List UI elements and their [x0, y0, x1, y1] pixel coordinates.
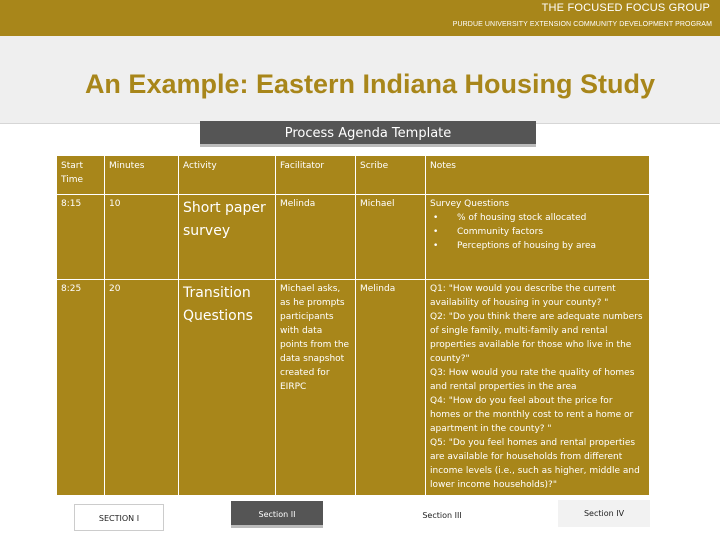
- cell-start-time: 8:15: [57, 195, 105, 280]
- cell-facilitator: Michael asks, as he prompts participants with data points from the data snapshot created for EIRPC: [276, 280, 356, 496]
- section-ii-link[interactable]: Section II: [231, 501, 323, 528]
- section-iv-link[interactable]: Section IV: [558, 500, 650, 527]
- cell-notes: [426, 280, 650, 496]
- cell-activity: Short paper survey: [179, 195, 276, 280]
- header-notes: Notes: [426, 156, 650, 195]
- table-row: [57, 280, 650, 496]
- notes-title: Survey Questions: [430, 199, 510, 209]
- table-header-row: [57, 156, 650, 195]
- brand-title: THE FOCUSED FOCUS GROUP: [541, 2, 710, 14]
- notes-q1: Q1: "How would you describe the current availability of housing in your county? ": [430, 284, 616, 308]
- notes-q5: Q5: "Do you feel homes and rental properties are available for households from different income levels (i.e., such as higher, middle and lower income households)?": [430, 438, 640, 490]
- program-subtitle: PURDUE UNIVERSITY EXTENSION COMMUNITY DEVELOPMENT PROGRAM: [452, 21, 712, 28]
- header-scribe: Scribe: [356, 156, 426, 195]
- section-iii-link[interactable]: Section III: [396, 502, 488, 529]
- table-row: [57, 195, 650, 280]
- cell-start-time: 8:25: [57, 280, 105, 496]
- header-facilitator: Facilitator: [276, 156, 356, 195]
- section-i-link[interactable]: SECTION I: [74, 504, 164, 531]
- list-item: • Perceptions of housing by area: [430, 239, 645, 253]
- cell-facilitator: Melinda: [276, 195, 356, 280]
- header-start-time: Start Time: [57, 156, 105, 195]
- agenda-table: [56, 155, 650, 496]
- cell-notes: [426, 195, 650, 280]
- cell-minutes: 20: [105, 280, 179, 496]
- notes-q2: Q2: "Do you think there are adequate numbers of single family, multi-family and rental properties available for those who live in the county?": [430, 312, 643, 364]
- agenda-template-label: Process Agenda Template: [200, 121, 536, 147]
- header-minutes: Minutes: [105, 156, 179, 195]
- notes-q3: Q3: How would you rate the quality of homes and rental properties in the area: [430, 368, 635, 392]
- notes-bullet-list: [430, 211, 645, 253]
- top-bar: [0, 0, 720, 36]
- cell-scribe: Melinda: [356, 280, 426, 496]
- cell-scribe: Michael: [356, 195, 426, 280]
- list-item: • % of housing stock allocated: [430, 211, 645, 225]
- slide-title: An Example: Eastern Indiana Housing Study: [84, 69, 656, 99]
- notes-q4: Q4: "How do you feel about the price for homes or the monthly cost to rent a home or apartment in the county? ": [430, 396, 634, 434]
- cell-minutes: 10: [105, 195, 179, 280]
- list-item: • Community factors: [430, 225, 645, 239]
- header-activity: Activity: [179, 156, 276, 195]
- cell-activity: Transition Questions: [179, 280, 276, 496]
